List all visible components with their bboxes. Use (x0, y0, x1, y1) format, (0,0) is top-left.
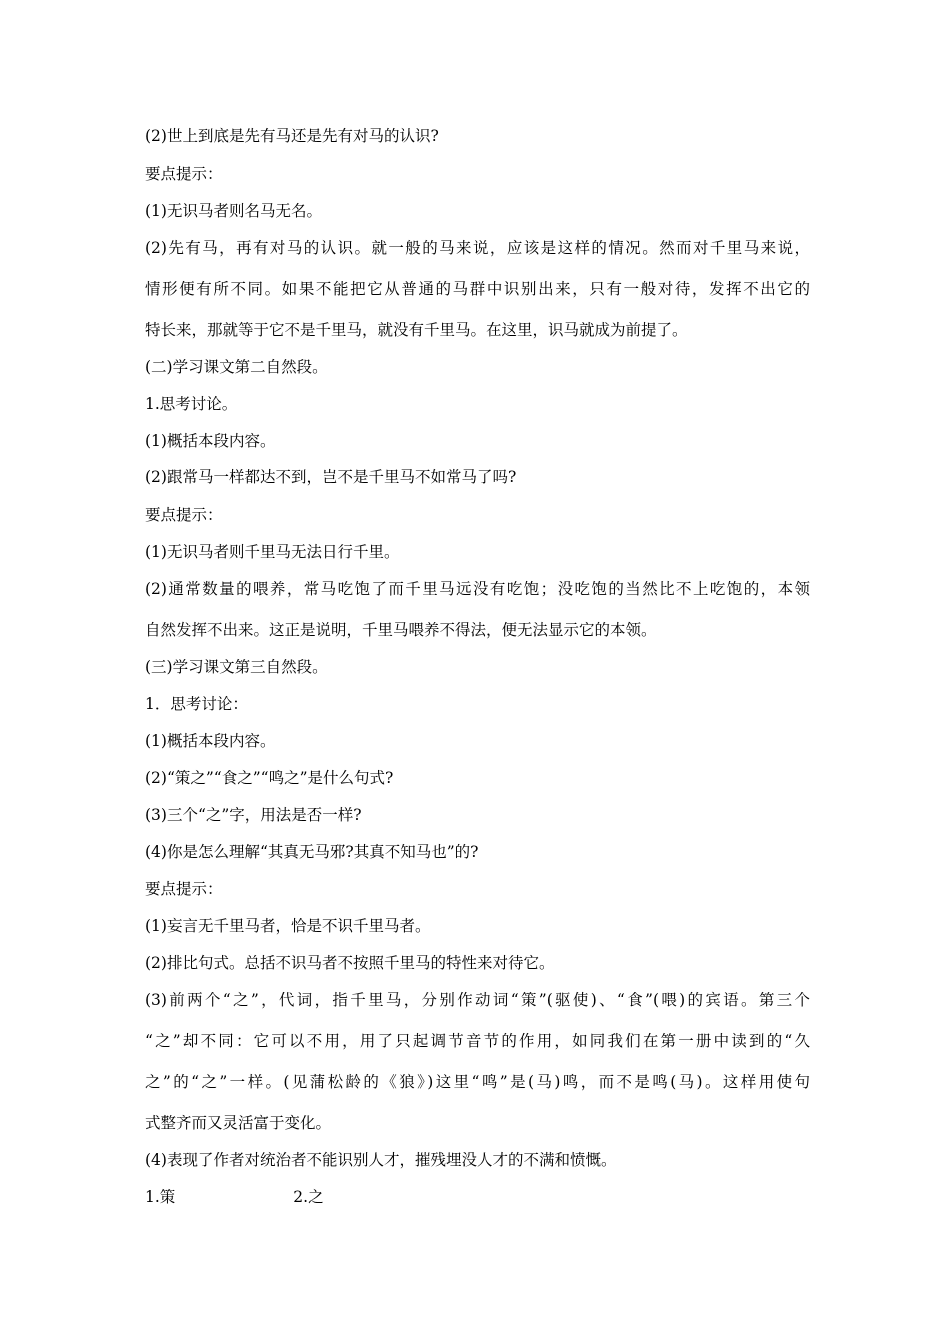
text-line: (1)妄言无千里马者，恰是不识千里马者。 (145, 917, 431, 935)
text-line: 1．思考讨论： (145, 695, 248, 713)
text-line: (2)世上到底是先有马还是先有对马的认识? (145, 127, 439, 145)
text-line: 要点提示： (145, 165, 223, 183)
text-line: (2)先有马，再有对马的认识。就一般的马来说，应该是这样的情况。然而对千里马来说， (145, 239, 810, 257)
text-line: 情形便有所不同。如果不能把它从普通的马群中识别出来，只有一般对待，发挥不出它的 (145, 280, 810, 298)
text-line: 式整齐而又灵活富于变化。 (145, 1114, 332, 1132)
text-line: (1)无识马者则名马无名。 (145, 202, 322, 220)
footer-items (145, 1187, 810, 1207)
footer-item-2: 2.之 (293, 1188, 324, 1206)
footer-item-1: 1.策 (145, 1188, 176, 1206)
text-line: (1)无识马者则千里马无法日行千里。 (145, 543, 400, 561)
text-line: (3)三个“之”字，用法是否一样? (145, 806, 362, 824)
text-line: 自然发挥不出来。这正是说明，千里马喂养不得法，便无法显示它的本领。 (145, 621, 657, 639)
text-line: 1.思考讨论。 (145, 395, 238, 413)
text-line: (三)学习课文第三自然段。 (145, 658, 328, 676)
text-line: (2)通常数量的喂养，常马吃饱了而千里马远没有吃饱；没吃饱的当然比不上吃饱的，本领 (145, 580, 810, 598)
text-line: (二)学习课文第二自然段。 (145, 358, 328, 376)
text-line: (2)跟常马一样都达不到，岂不是千里马不如常马了吗? (145, 468, 517, 486)
text-line: (1)概括本段内容。 (145, 732, 276, 750)
text-line: 之”的“之”一样。(见蒲松龄的《狼》)这里“鸣”是(马)鸣，而不是鸣(马)。这样用使句 (145, 1073, 810, 1091)
text-line: (4)表现了作者对统治者不能识别人才，摧残埋没人才的不满和愤慨。 (145, 1151, 617, 1169)
text-line: 要点提示： (145, 880, 223, 898)
text-line: 要点提示： (145, 506, 223, 524)
text-line: (2)排比句式。总括不识马者不按照千里马的特性来对待它。 (145, 954, 555, 972)
text-line: 特长来，那就等于它不是千里马，就没有千里马。在这里，识马就成为前提了。 (145, 321, 688, 339)
text-line: (3)前两个“之”，代词，指千里马，分别作动词“策”(驱使)、“食”(喂)的宾语。第三个 (145, 991, 810, 1009)
text-line: “之”却不同：它可以不用，用了只起调节音节的作用，如同我们在第一册中读到的“久 (145, 1032, 810, 1050)
text-line: (1)概括本段内容。 (145, 432, 276, 450)
text-line: (4)你是怎么理解“其真无马邪?其真不知马也”的? (145, 843, 479, 861)
text-line: (2)“策之”“食之”“鸣之”是什么句式? (145, 769, 394, 787)
